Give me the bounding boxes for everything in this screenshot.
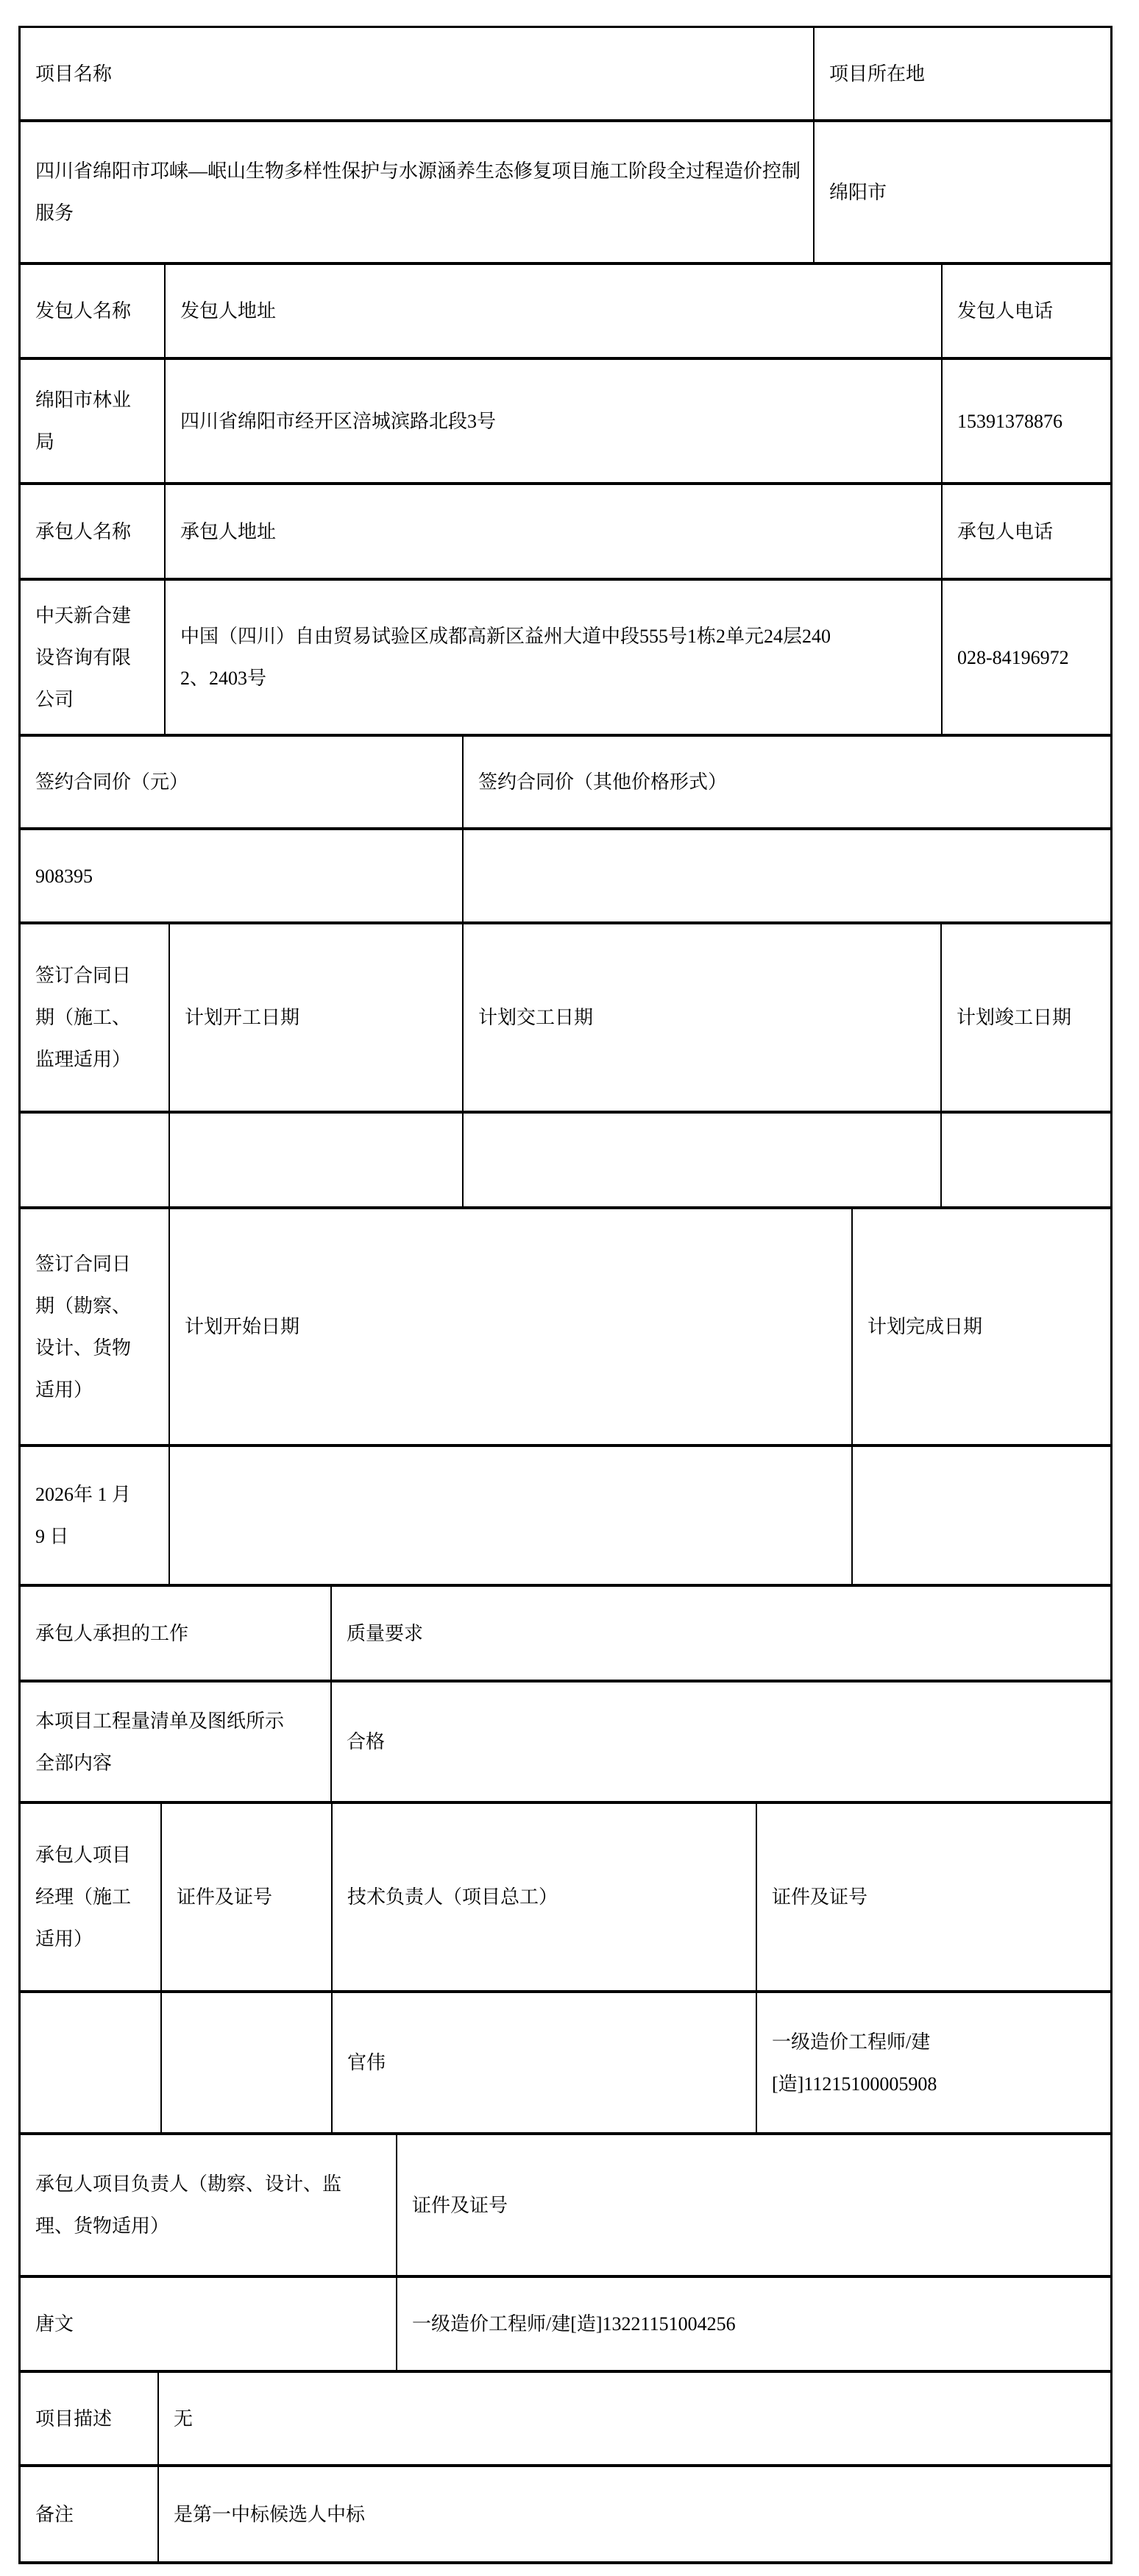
employer-phone-value-cell: 15391378876 bbox=[957, 410, 1062, 432]
remark-value-cell: 是第一中标候选人中标 bbox=[174, 2503, 366, 2525]
employer-phone-label-cell: 发包人电话 bbox=[957, 300, 1054, 322]
construction-pm-label-cell: 承包人项目经理（施工适用） bbox=[21, 1804, 162, 1990]
work-value-row bbox=[21, 1682, 1110, 1804]
project-location-value-cell: 绵阳市 bbox=[829, 181, 887, 203]
service-pm-cert-label-cell: 证件及证号 bbox=[412, 2194, 508, 2216]
contract-price-other-label-cell: 签约合同价（其他价格形式） bbox=[478, 771, 728, 793]
employer-name-value-cell: 绵阳市林业局 bbox=[21, 360, 166, 482]
contractor-address-value-cell: 中国（四川）自由贸易试验区成都高新区益州大道中段555号1栋2单元24层2402、2403号 bbox=[166, 581, 943, 734]
contract-info-table bbox=[18, 26, 1113, 2564]
service-pm-header-row bbox=[21, 2135, 1110, 2278]
contractor-header-row bbox=[21, 485, 1110, 581]
plan-start-date-value-cell bbox=[170, 1114, 464, 1206]
contract-price-value-cell: 908395 bbox=[21, 830, 464, 921]
employer-address-value-cell: 四川省绵阳市经开区涪城滨路北段3号 bbox=[166, 360, 943, 482]
construction-sign-date-value-cell bbox=[21, 1114, 170, 1206]
construction-pm-cert-value-cell bbox=[162, 1993, 333, 2132]
plan-delivery-date-value-cell bbox=[464, 1114, 942, 1206]
contractor-name-label-cell: 承包人名称 bbox=[21, 485, 166, 578]
project-location-label-cell: 项目所在地 bbox=[829, 63, 926, 85]
project-name-value-cell: 四川省绵阳市邛崃—岷山生物多样性保护与水源涵养生态修复项目施工阶段全过程造价控制服务 bbox=[21, 122, 815, 262]
employer-header-row bbox=[21, 265, 1110, 360]
service-pm-value-row bbox=[21, 2278, 1110, 2373]
quality-requirement-label-cell: 质量要求 bbox=[347, 1622, 424, 1644]
project-header-row bbox=[21, 28, 1110, 122]
service-pm-cert-value-cell: 一级造价工程师/建[造]13221151004256 bbox=[412, 2313, 736, 2335]
remark-label-cell: 备注 bbox=[21, 2467, 159, 2561]
tech-lead-cert-label-cell: 证件及证号 bbox=[772, 1886, 868, 1908]
service-pm-label-cell: 承包人项目负责人（勘察、设计、监理、货物适用） bbox=[21, 2135, 397, 2275]
employer-name-label-cell: 发包人名称 bbox=[21, 265, 166, 357]
service-dates-header-row bbox=[21, 1209, 1110, 1447]
construction-pm-header-row bbox=[21, 1804, 1110, 1993]
service-pm-value-cell: 唐文 bbox=[21, 2278, 397, 2370]
project-description-row bbox=[21, 2373, 1110, 2467]
project-name-label-cell: 项目名称 bbox=[21, 28, 815, 119]
project-description-label-cell: 项目描述 bbox=[21, 2373, 159, 2464]
plan-completion-date-label-cell: 计划竣工日期 bbox=[957, 1007, 1072, 1028]
tech-lead-cert-value-cell: 一级造价工程师/建[造]11215100005908 bbox=[772, 2031, 937, 2095]
construction-pm-cert-label-cell: 证件及证号 bbox=[162, 1804, 333, 1990]
construction-dates-header-row bbox=[21, 924, 1110, 1114]
employer-address-label-cell: 发包人地址 bbox=[166, 265, 943, 357]
contract-price-value-row bbox=[21, 830, 1110, 924]
plan-completion-date-value-cell bbox=[942, 1114, 1110, 1206]
plan-finish-date-label-cell: 计划完成日期 bbox=[867, 1316, 983, 1337]
contractor-work-label-cell: 承包人承担的工作 bbox=[21, 1587, 332, 1680]
contract-price-label-cell: 签约合同价（元） bbox=[21, 737, 464, 827]
tech-lead-label-cell: 技术负责人（项目总工） bbox=[333, 1804, 757, 1990]
tech-lead-value-cell: 官伟 bbox=[333, 1993, 757, 2132]
project-description-value-cell: 无 bbox=[174, 2407, 194, 2430]
plan-delivery-date-label-cell: 计划交工日期 bbox=[464, 924, 942, 1111]
plan-start-date-label-cell: 计划开工日期 bbox=[170, 924, 464, 1111]
contractor-value-row bbox=[21, 581, 1110, 737]
contractor-address-label-cell: 承包人地址 bbox=[166, 485, 943, 578]
project-value-row bbox=[21, 122, 1110, 265]
construction-sign-date-label-cell: 签订合同日期（施工、监理适用） bbox=[21, 924, 170, 1111]
remark-row bbox=[21, 2467, 1110, 2561]
plan-begin-date-label-cell: 计划开始日期 bbox=[170, 1209, 853, 1444]
construction-pm-value-cell bbox=[21, 1993, 162, 2132]
plan-finish-date-value-cell bbox=[853, 1447, 1110, 1584]
contractor-phone-label-cell: 承包人电话 bbox=[957, 520, 1054, 542]
contractor-phone-value-cell: 028-84196972 bbox=[957, 646, 1069, 668]
contract-price-header-row bbox=[21, 737, 1110, 830]
construction-pm-value-row bbox=[21, 1993, 1110, 2135]
work-header-row bbox=[21, 1587, 1110, 1682]
contractor-work-value-cell: 本项目工程量清单及图纸所示全部内容 bbox=[21, 1682, 332, 1801]
employer-value-row bbox=[21, 360, 1110, 485]
quality-requirement-value-cell: 合格 bbox=[347, 1731, 386, 1752]
service-sign-date-value-cell: 2026年 1 月 9 日 bbox=[21, 1447, 170, 1584]
construction-dates-value-row bbox=[21, 1114, 1110, 1209]
contract-price-other-value-cell bbox=[464, 830, 1110, 921]
service-dates-value-row bbox=[21, 1447, 1110, 1587]
service-sign-date-label-cell: 签订合同日期（勘察、设计、货物适用） bbox=[21, 1209, 170, 1444]
contractor-name-value-cell: 中天新合建设咨询有限公司 bbox=[21, 581, 166, 734]
plan-begin-date-value-cell bbox=[170, 1447, 853, 1584]
